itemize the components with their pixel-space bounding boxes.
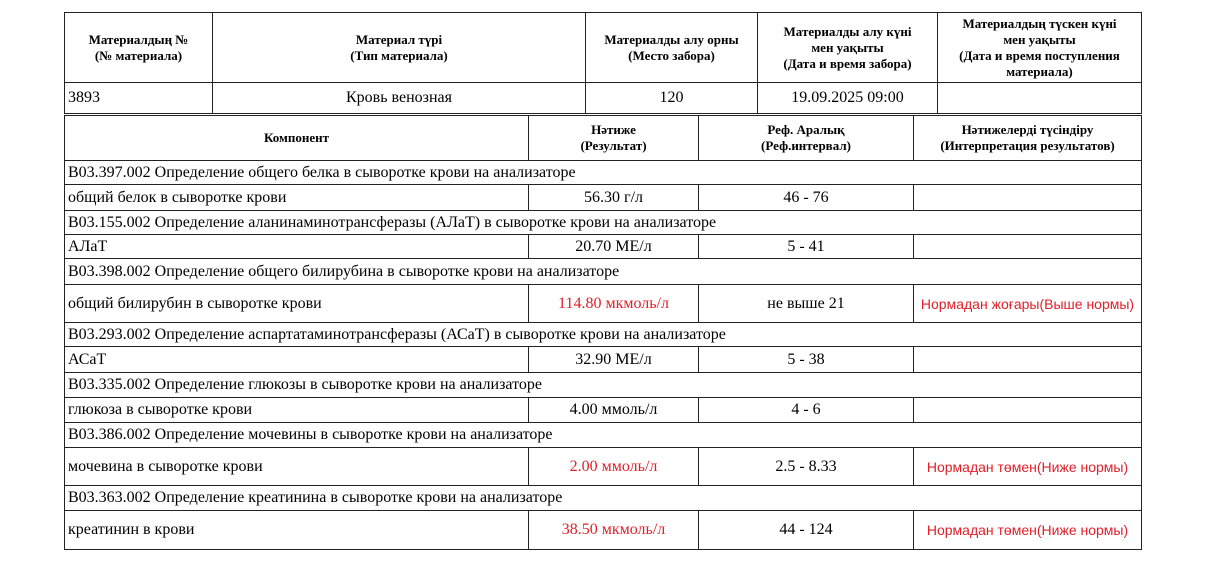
result-value: 4.00 ммоль/л	[529, 398, 699, 423]
section-row	[65, 486, 1142, 511]
result-value: 32.90 МЕ/л	[529, 347, 699, 373]
results-table	[64, 115, 1142, 550]
ref-interval: 4 - 6	[699, 398, 914, 423]
ref-interval: не выше 21	[699, 285, 914, 323]
result-row	[65, 235, 1142, 259]
section-row	[65, 323, 1142, 347]
ref-interval: 44 - 124	[699, 511, 914, 550]
component-name: АСаТ	[65, 347, 529, 373]
component-header: Компонент	[65, 116, 529, 161]
interpretation: Нормадан төмен(Ниже нормы)	[914, 448, 1142, 486]
material-type-header: Материал түрі (Тип материала)	[213, 13, 586, 83]
section-row	[65, 259, 1142, 285]
result-row	[65, 285, 1142, 323]
material-type: Кровь венозная	[213, 83, 586, 114]
component-name: мочевина в сыворотке крови	[65, 448, 529, 486]
interpretation	[914, 185, 1142, 211]
ref-interval: 46 - 76	[699, 185, 914, 211]
section-title: B03.293.002 Определение аспартатаминотрансферазы (АСаТ) в сыворотке крови на анализаторе	[65, 323, 1142, 347]
interpretation	[914, 347, 1142, 373]
section-row	[65, 161, 1142, 185]
material-row	[65, 83, 1142, 114]
component-name: АЛаТ	[65, 235, 529, 259]
result-header: Нәтиже (Результат)	[529, 116, 699, 161]
received-date-header: Материалдың түскен күні мен уақыты (Дата и время поступления материала)	[938, 13, 1142, 83]
result-row	[65, 185, 1142, 211]
section-title: B03.398.002 Определение общего билирубина в сыворотке крови на анализаторе	[65, 259, 1142, 285]
interpretation: Нормадан төмен(Ниже нормы)	[914, 511, 1142, 550]
interpretation-header: Нәтижелерді түсіндіру (Интерпретация результатов)	[914, 116, 1142, 161]
material-table	[64, 12, 1142, 114]
material-number: 3893	[65, 83, 213, 114]
interpretation	[914, 398, 1142, 423]
result-row	[65, 398, 1142, 423]
result-value: 114.80 мкмоль/л	[529, 285, 699, 323]
ref-interval: 5 - 41	[699, 235, 914, 259]
section-title: B03.363.002 Определение креатинина в сыворотке крови на анализаторе	[65, 486, 1142, 511]
section-row	[65, 373, 1142, 398]
results-header-row	[65, 116, 1142, 161]
result-value: 20.70 МЕ/л	[529, 235, 699, 259]
section-title: B03.397.002 Определение общего белка в сыворотке крови на анализаторе	[65, 161, 1142, 185]
ref-interval-header: Реф. Аралық (Реф.интервал)	[699, 116, 914, 161]
collection-place-header: Материалды алу орны (Место забора)	[586, 13, 758, 83]
ref-interval: 2.5 - 8.33	[699, 448, 914, 486]
collection-date-header: Материалды алу күні мен уақыты (Дата и время забора)	[758, 13, 938, 83]
section-title: B03.155.002 Определение аланинаминотрансферазы (АЛаТ) в сыворотке крови на анализаторе	[65, 211, 1142, 235]
material-header-row	[65, 13, 1142, 83]
component-name: глюкоза в сыворотке крови	[65, 398, 529, 423]
component-name: общий билирубин в сыворотке крови	[65, 285, 529, 323]
section-title: B03.386.002 Определение мочевины в сыворотке крови на анализаторе	[65, 423, 1142, 448]
collection-date: 19.09.2025 09:00	[758, 83, 938, 114]
received-date	[938, 83, 1142, 114]
result-row	[65, 448, 1142, 486]
section-row	[65, 211, 1142, 235]
result-value: 2.00 ммоль/л	[529, 448, 699, 486]
result-row	[65, 347, 1142, 373]
result-value: 38.50 мкмоль/л	[529, 511, 699, 550]
section-title: B03.335.002 Определение глюкозы в сыворотке крови на анализаторе	[65, 373, 1142, 398]
section-row	[65, 423, 1142, 448]
interpretation: Нормадан жоғары(Выше нормы)	[914, 285, 1142, 323]
material-number-header: Материалдың № (№ материала)	[65, 13, 213, 83]
component-name: креатинин в крови	[65, 511, 529, 550]
collection-place: 120	[586, 83, 758, 114]
result-row	[65, 511, 1142, 550]
interpretation	[914, 235, 1142, 259]
component-name: общий белок в сыворотке крови	[65, 185, 529, 211]
result-value: 56.30 г/л	[529, 185, 699, 211]
ref-interval: 5 - 38	[699, 347, 914, 373]
